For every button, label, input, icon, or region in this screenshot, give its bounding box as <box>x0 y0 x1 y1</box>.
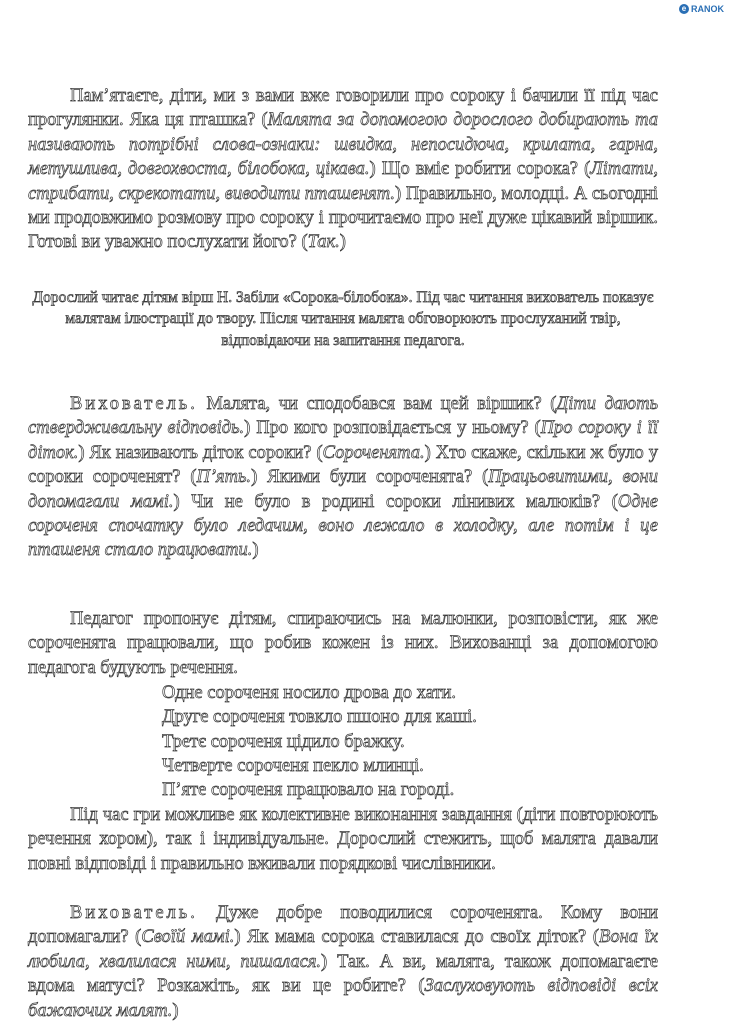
logo-text: RANOK <box>691 4 724 14</box>
paragraph-questions: Вихователь. Малята, чи сподобався вам цей віршик? (Діти дають ствердживальну відповідь.) Про кого розповідається у ньому? (Про сороку і її діток.) Як називають діток сороки? (Сороченята.) Хто скаже, скільки ж було у сороки сороченят? (П’ять.) Якими були сороченята? (Працьовитими, вони допомагали мамі.) Чи не було в родині сороки лінивих малюків? (Одне сороченя спочатку було ледачим, воно лежало в холодку, але потім і це пташеня стало працювати.) <box>28 394 659 561</box>
paragraph-game-note: Під час гри можливе як колективне виконання завдання (діти повторюють речення хором), так і індивідуальне. Дорослий стежить, щоб малята давали повні відповіді і правильно вживали порядкові числівники. <box>28 805 658 874</box>
logo-mark: e <box>679 4 689 14</box>
sentence-item: П’яте сороченя працювало на городі. <box>162 780 455 800</box>
publisher-logo <box>679 4 724 14</box>
sentence-item: Третє сороченя цідило бражку. <box>162 732 405 752</box>
paragraph-task: Педагог пропонує дітям, спираючись на малюнки, розповісти, як же сороченята працювали, що робив кожен із них. Вихованці за допомогою педагога будують речення. <box>28 609 658 678</box>
sentence-item: Друге сороченя товкло пшоно для каші. <box>162 707 477 727</box>
paragraph-intro: Пам’ятаєте, діти, ми з вами вже говорили про сороку і бачили її під час прогулянки. Яка ця пташка? (Малята за допомогою дорослого добирають та називають потрібні слова-ознаки: швидка, непосидюча, крилата, гарна, метушлива, довгохвоста, білобока, цікава.) Що вміє робити сорока? (Літати, стрибати, скрекотати, виводити пташенят.) Правильно, молодці. А сьогодні ми продовжимо розмову про сороку і прочитаємо про неї дуже цікавий віршик. Готові ви уважно послухати його? (Так.) <box>28 86 659 253</box>
paragraph-final: Вихователь. Дуже добре поводилися сороченята. Кому вони допомагали? (Своїй мамі.) Як мама сорока ставилася до своїх діток? (Вона їх любила, хвалилася ними, пишалася.) Так. А ви, малята, також допомагаєте вдома матусі? Розкажіть, як ви це робите? (Заслуховують відповіді всіх бажаючих малят.) <box>28 903 659 1021</box>
sentence-item: Одне сороченя носило дрова до хати. <box>162 683 457 703</box>
reading-note: Дорослий читає дітям вірш Н. Забіли «Сорока-білобока». Під час читання вихователь показує малятам ілюстрації до твору. Після читання малята обговорюють прослуханий твір, відповідаючи на запитання педагога. <box>32 289 654 349</box>
sentence-item: Четверте сороченя пекло млинці. <box>162 756 424 776</box>
